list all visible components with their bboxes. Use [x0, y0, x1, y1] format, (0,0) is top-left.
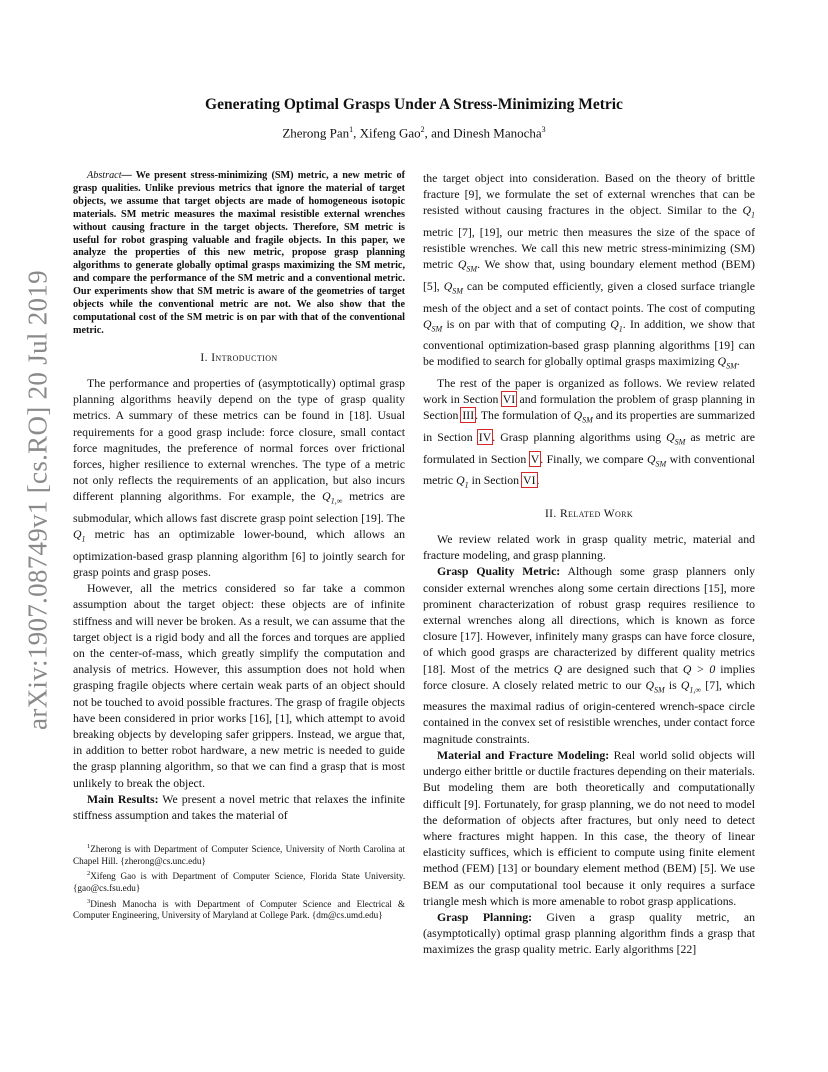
text-run: . Finally, we compare [540, 451, 647, 466]
math-subscript: SM [653, 685, 665, 695]
text-run: metrics are submodular, which allows fast discrete grasp point selection [19]. The [73, 489, 405, 525]
math-base: Q [423, 316, 432, 331]
section-heading-related-work [423, 506, 755, 522]
math-qsm [443, 278, 463, 296]
text-run: [7], which measures the maximal radius of origin-centered wrench-space circle contained in the convex set of resistible wrenches, under contact force magnitude constraints. [423, 677, 756, 746]
math-base: Q [646, 451, 656, 466]
footnote-text: Xifeng Gao is with Department of Computer Science, Florida State University. {gao@cs.fsu.edu} [73, 871, 405, 894]
math-subscript: SM [452, 286, 463, 296]
math-subscript: 1 [81, 534, 86, 544]
section-reference-link[interactable]: III [462, 408, 475, 423]
math-qsm [423, 316, 443, 334]
text-run: are designed such that [562, 661, 683, 676]
math-subscript: SM [726, 361, 737, 371]
main-results-label: Main Results: [87, 791, 159, 806]
math-q1 [610, 316, 623, 334]
text-run: The rest of the paper is organized as follows. We review related work in Section [423, 376, 755, 407]
material-fracture-label: Material and Fracture Modeling: [437, 747, 610, 762]
math-q1 [73, 527, 86, 544]
abstract-dash: — [121, 170, 136, 181]
affiliation-mark: 3 [541, 125, 546, 134]
grasp-quality-paragraph [423, 563, 755, 747]
text-run: . We show that, using boundary element method (BEM) [5], [423, 257, 755, 293]
arxiv-identifier [18, 270, 58, 730]
grasp-planning-paragraph [423, 909, 755, 958]
math-base: Q [645, 677, 654, 692]
math-base: Q [610, 316, 619, 331]
math-q1inf [322, 489, 343, 506]
text-run: and formulation the problem of grasp planning in Section [423, 392, 755, 423]
math-qsm [666, 430, 686, 447]
text-run: Real world solid objects will undergo either brittle or ductile fractures depending on their materials. But modeling them are both theoretically and computationally difficult [9]. Fortunately, for grasp planning, we do not need to model the deformation of objects after fractures, but only need to detect where fractures might happen. In this case, the theory of linear elasticity suffices, which is efficient to compute using finite element method (FEM) [13] or boundary element method (BEM) [5]. We use BEM as our computational tool because it only requires a surface triangle mesh which is more amenable to robot grasp applications. [423, 747, 755, 908]
section-reference-link[interactable]: V [530, 451, 540, 466]
text-run: . [736, 354, 740, 369]
math-q1 [742, 203, 755, 220]
text-run: can be computed efficiently, given a closed surface triangle mesh of the object and a set of contact points. The cost of computing [423, 278, 755, 315]
author-name: Xifeng Gao [359, 125, 421, 141]
math-qsm [645, 677, 665, 695]
text-run: Although some grasp planners only consider external wrenches along some certain directions [15], more prominent characterization of robust grasp requires resilience to external wrenches along all directions, which is known as force closure [17]. However, infinitely many grasps can have force closure, of which good grasps are characterized by different quality metrics [18]. Most of the metrics [423, 564, 756, 676]
text-run: . [536, 473, 540, 488]
math-subscript: 1,∞ [689, 685, 702, 695]
text-run: . Grasp planning algorithms using [492, 430, 667, 444]
math-base: Q [717, 354, 727, 369]
section-number: I. [200, 351, 212, 364]
intro-paragraph: However, all the metrics considered so far take a common assumption about the target object: these objects are of infinite stiffness and will never be broken. As a result, we can assume that the target object is a rigid body and all the forces and torques are applied on the center-of-mass, which greatly simplify the computation and analysis of metrics. However, this assumption does not hold when grasping fragile objects where certain weak parts of an object should not be touched to avoid possible fractures. The grasp of fragile objects have been considered in prior works [16], [1], which attempt to avoid breaking objects by developing safer grippers. Instead, we argue that, in addition to better robot hardware, a new metric is needed to guide the grasp planning algorithm, so that we can find a grasp that is most unlikely to break the object. [73, 581, 405, 790]
math-base: Q [666, 430, 675, 444]
footnote-text: Dinesh Manocha is with Department of Computer Science and Electrical & Computer Engineering, University of Maryland at College Park. {dm@cs.umd.edu} [73, 898, 405, 921]
grasp-quality-label: Grasp Quality Metric: [437, 564, 561, 579]
section-reference-link[interactable]: VI [523, 473, 536, 488]
section-reference-link[interactable]: VI [502, 392, 516, 407]
grasp-planning-label: Grasp Planning: [437, 909, 533, 924]
math-subscript: SM [582, 415, 593, 425]
math-qsm [647, 452, 666, 466]
math-qsm [573, 408, 593, 425]
math-base: Q [73, 527, 82, 542]
math-q1inf [680, 677, 702, 695]
footnote-mark: 3 [87, 897, 91, 905]
math-inequality: Q > 0 [682, 661, 716, 676]
text-run: . The formulation of [475, 408, 574, 423]
section-heading-introduction [73, 350, 405, 366]
math-qsm [717, 354, 737, 371]
affiliation-mark: 2 [420, 125, 425, 134]
footnote [73, 841, 405, 867]
text-run: metric has an optimizable lower-bound, which allows an optimization-based grasp planning algorithm [6] to jointly search for grasp points and grasp poses. [73, 527, 405, 579]
author-separator: , [353, 125, 360, 141]
math-subscript: 1 [751, 210, 755, 220]
math-subscript: 1,∞ [330, 496, 343, 506]
text-run: implies force closure. A closely related metric to our [423, 661, 755, 692]
author-name: Dinesh Manocha [453, 125, 542, 141]
footnote [73, 896, 405, 922]
math-subscript: 1 [464, 480, 469, 490]
footnote-mark: 2 [87, 870, 91, 878]
text-run: with conventional metric [423, 451, 755, 488]
text-run: and its properties are summarized in Section [423, 408, 755, 444]
abstract-label: Abstract [87, 170, 122, 181]
material-fracture-paragraph [423, 747, 755, 909]
section-title: Introduction [211, 351, 278, 364]
section-reference-link[interactable]: IV [478, 430, 492, 444]
text-run: is [664, 677, 681, 692]
math-subscript: SM [655, 458, 667, 468]
author-line [0, 125, 828, 141]
math-subscript: SM [466, 264, 478, 274]
math-subscript: SM [674, 437, 686, 447]
math-subscript: SM [431, 324, 443, 334]
text-run: as metric are formulated in Section [423, 430, 755, 466]
math-base: Q [456, 473, 465, 488]
math-base: Q [573, 408, 583, 423]
footnotes [73, 841, 405, 922]
section-number: II. [544, 507, 560, 520]
footnote-text: Zherong is with Department of Computer Science, University of North Carolina at Chapel Hill. {zherong@cs.unc.edu} [73, 844, 405, 866]
arxiv-identifier-text: arXiv:1907.08749v1 [cs.RO] 20 Jul 2019 [22, 270, 53, 730]
outline-paragraph [423, 375, 755, 494]
author-name: Zherong Pan [282, 125, 350, 141]
footnote-mark: 1 [87, 843, 91, 851]
text-run: in Section [468, 473, 523, 488]
math-base: Q [742, 203, 751, 218]
math-q: Q [553, 661, 563, 676]
abstract-text: We present stress-minimizing (SM) metric, a new metric of grasp qualities. Unlike previous metrics that ignore the material of target objects, we assume that target objects are made of homogeneous isotopic materials. SM metric measures the maximal resistible external wrenches without causing fracture in the target objects. Therefore, SM metric is useful for robot grasping valuable and fragile objects. In this paper, we analyze the properties of this new metric, propose grasp planning algorithms to generate globally optimal grasps maximizing the SM metric, and compare the performance of the SM metric and a conventional metric. Our experiments show that SM metric is aware of the geometries of target objects while the conventional metric are not. We also show that the computational cost of the SM metric is on par with that of the conventional metric. [73, 170, 405, 336]
related-work-intro: We review related work in grasp quality metric, material and fracture modeling, and grasp planning. [423, 531, 755, 563]
paper-title: Generating Optimal Grasps Under A Stress-Minimizing Metric [205, 96, 623, 113]
text-run: metric [7], [19], our metric then measures the size of the space of resistible wrenches. We call this new metric stress-minimizing (SM) metric [423, 224, 755, 272]
text-run: Given a grasp quality metric, an (asymptotically) optimal grasp planning algorithm finds a grasp that maximizes the grasp quality metric. Early algorithms [22] [423, 909, 755, 957]
author-separator: , and [424, 125, 454, 141]
math-base: Q [443, 278, 453, 293]
math-base: Q [457, 257, 467, 272]
affiliation-mark: 1 [349, 125, 354, 134]
math-q1 [456, 473, 469, 490]
math-base: Q [680, 677, 690, 692]
text-run: . In addition, we show that conventional optimization-based grasp planning algorithms [19] can be modified to search for globally optimal grasps maximizing [423, 316, 755, 369]
text-run: is on par with that of computing [442, 316, 611, 331]
text-run: the target object into consideration. Based on the theory of brittle fracture [9], we formulate the set of external wrenches that can be resisted without causing fractures in the object. Similar to the [423, 171, 755, 218]
text-run: We present a novel metric that relaxes the infinite stiffness assumption and takes the material of [73, 791, 405, 822]
math-base: Q [322, 489, 331, 504]
right-column [423, 170, 755, 958]
section-title: Related Work [559, 507, 634, 520]
abstract [73, 170, 405, 338]
left-column [73, 170, 405, 923]
main-results-paragraph [73, 791, 405, 823]
intro-continuation-paragraph [423, 170, 755, 375]
text-run: The performance and properties of (asymptotically) optimal grasp planning algorithms heavily depend on the type of grasp quality metrics. A summary of these metrics can be found in [18]. Usual requirements for a good grasp include: force closure, small contact force magnitudes, the preference of normal forces over frictional forces, higher resilience to external wrenches. The type of a metric not only reflects the requirements of an application, but also incurs different planning algorithms. For example, the [73, 375, 405, 504]
math-qsm [457, 257, 478, 274]
math-subscript: 1 [618, 324, 623, 334]
footnote [73, 868, 405, 894]
intro-paragraph [73, 375, 405, 580]
